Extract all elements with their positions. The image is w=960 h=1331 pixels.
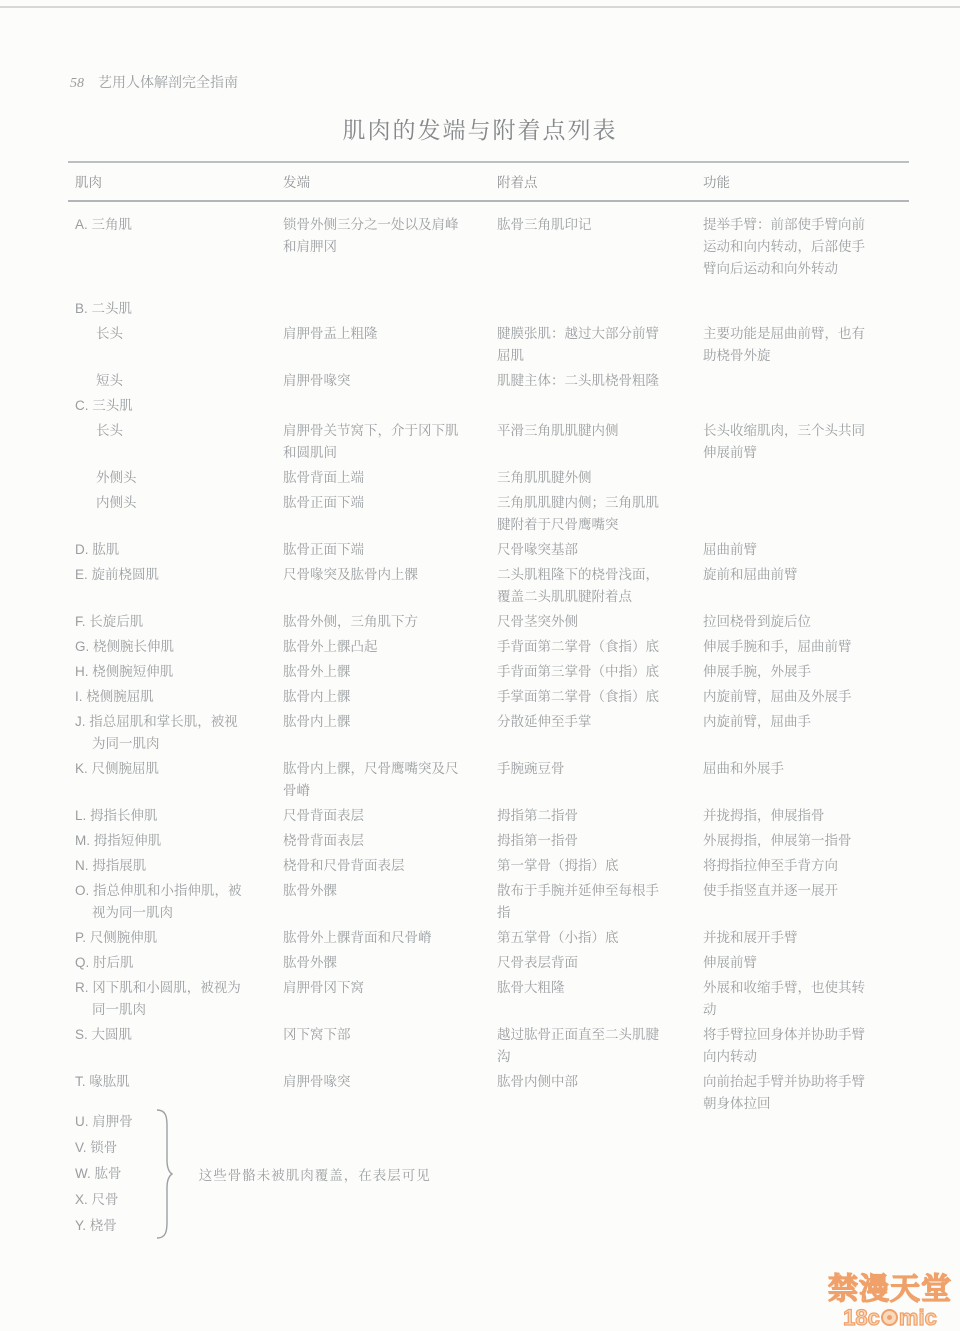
cell-origin: 肩胛骨喙突	[283, 1074, 351, 1089]
cell-insertion: 拇指第一指骨	[497, 833, 578, 848]
cell-muscle: J. 指总屈肌和掌长肌，被视为同一肌肉	[75, 714, 238, 751]
cell-muscle: G. 桡侧腕长伸肌	[75, 639, 175, 654]
cell-muscle: 外侧头	[96, 470, 137, 485]
cell-insertion: 尺骨喙突基部	[497, 542, 578, 557]
cell-function: 内旋前臂，屈曲及外展手	[703, 689, 852, 704]
cell-function: 并拢拇指，伸展指骨	[703, 808, 825, 823]
watermark-logo	[828, 1274, 952, 1329]
bone-item: W. 肱骨	[75, 1166, 122, 1181]
page-title: 肌肉的发端与附着点列表	[342, 117, 618, 143]
cell-muscle: C. 三头肌	[75, 398, 133, 413]
cell-muscle: B. 二头肌	[75, 301, 133, 316]
table-row	[68, 492, 909, 536]
watermark-line2-right: mic	[898, 1304, 937, 1330]
cell-insertion: 手背面第二掌骨（食指）底	[497, 639, 659, 654]
cell-origin	[276, 395, 490, 417]
cell-insertion: 尺骨表层背面	[497, 955, 578, 970]
cell-origin: 肱骨外髁	[283, 955, 337, 970]
table-row	[68, 370, 909, 392]
table-body	[68, 202, 909, 1115]
cell-insertion	[490, 298, 696, 320]
cell-insertion: 手腕豌豆骨	[497, 761, 565, 776]
table-row	[68, 758, 909, 802]
cell-insertion: 三角肌肌腱内侧；三角肌肌腱附着于尺骨鹰嘴突	[497, 495, 659, 532]
table-row	[68, 1024, 909, 1068]
bone-item: V. 锁骨	[75, 1140, 118, 1155]
cell-function: 拉回桡骨到旋后位	[703, 614, 811, 629]
cell-function	[696, 370, 909, 392]
cell-insertion: 肱骨大粗隆	[497, 980, 565, 995]
table-row	[68, 323, 909, 367]
col-header-muscle: 肌肉	[75, 175, 102, 190]
table-row	[68, 298, 909, 320]
watermark-text-line1: 禁漫天堂	[828, 1273, 952, 1307]
cell-muscle: 长头	[96, 423, 123, 438]
table-row	[68, 661, 909, 683]
cell-insertion: 肱骨三角肌印记	[497, 217, 592, 232]
cell-insertion: 肱骨内侧中部	[497, 1074, 578, 1089]
cell-muscle: 长头	[96, 326, 123, 341]
bone-item: Y. 桡骨	[75, 1218, 117, 1233]
cell-origin: 肱骨内上髁，尺骨鹰嘴突及尺骨嵴	[283, 761, 459, 798]
brace-icon	[155, 1108, 173, 1240]
bones-list	[75, 1109, 133, 1239]
cell-function: 长头收缩肌肉，三个头共同伸展前臂	[703, 423, 865, 460]
cell-muscle: K. 尺侧腕屈肌	[75, 761, 160, 776]
comic-logo-icon	[881, 1309, 898, 1326]
cell-origin: 肱骨外侧，三角肌下方	[283, 614, 418, 629]
cell-origin: 冈下窝下部	[283, 1027, 351, 1042]
cell-origin: 肩胛骨关节窝下，介于冈下肌和圆肌间	[283, 423, 459, 460]
cell-origin: 肱骨外上髁背面和尺骨嵴	[283, 930, 432, 945]
cell-insertion: 平滑三角肌肌腱内侧	[497, 423, 619, 438]
cell-insertion: 尺骨茎突外侧	[497, 614, 578, 629]
cell-insertion: 散布于手腕并延伸至每根手指	[497, 883, 659, 920]
table-row	[68, 711, 909, 755]
bone-item: X. 尺骨	[75, 1192, 119, 1207]
table-row	[68, 952, 909, 974]
cell-function: 将拇指拉伸至手背方向	[703, 858, 838, 873]
cell-origin: 肩胛骨冈下窝	[283, 980, 364, 995]
table-row	[68, 977, 909, 1021]
table-row	[68, 564, 909, 608]
cell-muscle: D. 肱肌	[75, 542, 120, 557]
muscle-table	[68, 161, 909, 1118]
col-header-function: 功能	[703, 175, 730, 190]
cell-function: 伸展手腕，外展手	[703, 664, 811, 679]
table-row	[68, 636, 909, 658]
page-header	[70, 72, 238, 92]
cell-muscle: O. 指总伸肌和小指伸肌，被视为同一肌肉	[75, 883, 242, 920]
cell-muscle: E. 旋前桡圆肌	[75, 567, 160, 582]
cell-function: 伸展前臂	[703, 955, 757, 970]
cell-origin: 肱骨外上髁凸起	[283, 639, 378, 654]
cell-origin: 肱骨外髁	[283, 883, 337, 898]
table-row	[68, 830, 909, 852]
cell-function	[696, 298, 909, 320]
cell-muscle: S. 大圆肌	[75, 1027, 133, 1042]
cell-insertion: 分散延伸至手掌	[497, 714, 592, 729]
cell-insertion: 越过肱骨正面直至二头肌腱沟	[497, 1027, 659, 1064]
cell-muscle: H. 桡侧腕短伸肌	[75, 664, 174, 679]
cell-function: 提举手臂：前部使手臂向前运动和向内转动，后部使手臂向后运动和向外转动	[703, 217, 865, 276]
cell-function: 内旋前臂，屈曲手	[703, 714, 811, 729]
cell-origin: 肱骨正面下端	[283, 542, 364, 557]
cell-origin: 肱骨正面下端	[283, 495, 364, 510]
col-header-origin: 发端	[283, 175, 310, 190]
cell-muscle: L. 拇指长伸肌	[75, 808, 158, 823]
cell-function	[696, 467, 909, 489]
cell-function	[696, 395, 909, 417]
table-row	[68, 611, 909, 633]
cell-insertion: 腱膜张肌：越过大部分前臂屈肌	[497, 326, 659, 363]
cell-function: 并拢和展开手臂	[703, 930, 798, 945]
cell-origin: 肱骨内上髁	[283, 714, 351, 729]
cell-function: 外展拇指，伸展第一指骨	[703, 833, 852, 848]
cell-muscle: I. 桡侧腕屈肌	[75, 689, 154, 704]
cell-function: 将手臂拉回身体并协助手臂向内转动	[703, 1027, 865, 1064]
cell-origin: 肩胛骨盂上粗隆	[283, 326, 378, 341]
page-number: 58	[70, 76, 84, 91]
cell-insertion: 二头肌粗隆下的桡骨浅面，覆盖二头肌肌腱附着点	[497, 567, 659, 604]
table-row	[68, 686, 909, 708]
table-row	[68, 467, 909, 489]
cell-insertion	[490, 395, 696, 417]
table-header-row	[68, 163, 909, 200]
cell-muscle: A. 三角肌	[75, 217, 133, 232]
table-row	[68, 927, 909, 949]
cell-function: 屈曲和外展手	[703, 761, 784, 776]
footnote-note: 这些骨骼未被肌肉覆盖，在表层可见	[198, 1168, 431, 1183]
cell-muscle: 短头	[96, 373, 123, 388]
table-row	[68, 880, 909, 924]
cell-function: 外展和收缩手臂，也使其转动	[703, 980, 865, 1017]
cell-muscle: P. 尺侧腕伸肌	[75, 930, 158, 945]
cell-function: 使手指竖直并逐一展开	[703, 883, 838, 898]
table-row	[68, 539, 909, 561]
cell-function: 主要功能是屈曲前臂，也有助桡骨外旋	[703, 326, 865, 363]
table-row	[68, 855, 909, 877]
bone-item: U. 肩胛骨	[75, 1114, 133, 1129]
table-row	[68, 420, 909, 464]
cell-insertion: 三角肌肌腱外侧	[497, 470, 592, 485]
cell-origin: 桡骨和尺骨背面表层	[283, 858, 405, 873]
table-row	[68, 805, 909, 827]
cell-function: 旋前和屈曲前臂	[703, 567, 798, 582]
cell-origin	[276, 298, 490, 320]
cell-origin: 肱骨内上髁	[283, 689, 351, 704]
cell-muscle: T. 喙肱肌	[75, 1074, 130, 1089]
cell-origin: 尺骨喙突及肱骨内上髁	[283, 567, 418, 582]
page-top-edge-line	[0, 6, 960, 8]
cell-function: 屈曲前臂	[703, 542, 757, 557]
cell-insertion: 第五掌骨（小指）底	[497, 930, 619, 945]
cell-function: 向前抬起手臂并协助将手臂朝身体拉回	[703, 1074, 865, 1111]
cell-function	[696, 492, 909, 536]
cell-muscle: Q. 肘后肌	[75, 955, 134, 970]
watermark-text-line2	[828, 1306, 952, 1329]
cell-muscle: M. 拇指短伸肌	[75, 833, 162, 848]
book-title: 艺用人体解剖完全指南	[98, 74, 238, 90]
bones-footnote	[75, 1108, 431, 1240]
cell-origin: 锁骨外侧三分之一处以及肩峰和肩胛冈	[283, 217, 459, 254]
cell-muscle: R. 冈下肌和小圆肌，被视为同一肌肉	[75, 980, 241, 1017]
cell-muscle: 内侧头	[96, 495, 137, 510]
cell-origin: 肱骨背面上端	[283, 470, 364, 485]
cell-origin: 桡骨背面表层	[283, 833, 364, 848]
cell-muscle: N. 拇指展肌	[75, 858, 147, 873]
cell-origin: 肱骨外上髁	[283, 664, 351, 679]
table-row	[68, 395, 909, 417]
cell-insertion: 第一掌骨（拇指）底	[497, 858, 619, 873]
cell-insertion: 手掌面第二掌骨（食指）底	[497, 689, 659, 704]
cell-function: 伸展手腕和手，屈曲前臂	[703, 639, 852, 654]
cell-muscle: F. 长旋后肌	[75, 614, 144, 629]
cell-origin: 尺骨背面表层	[283, 808, 364, 823]
cell-insertion: 手背面第三掌骨（中指）底	[497, 664, 659, 679]
table-row	[68, 214, 909, 280]
cell-insertion: 拇指第二指骨	[497, 808, 578, 823]
col-header-insertion: 附着点	[497, 175, 538, 190]
cell-insertion: 肌腱主体：二头肌桡骨粗隆	[497, 373, 659, 388]
watermark-line2-left: 18c	[843, 1304, 880, 1330]
cell-origin: 肩胛骨喙突	[283, 373, 351, 388]
